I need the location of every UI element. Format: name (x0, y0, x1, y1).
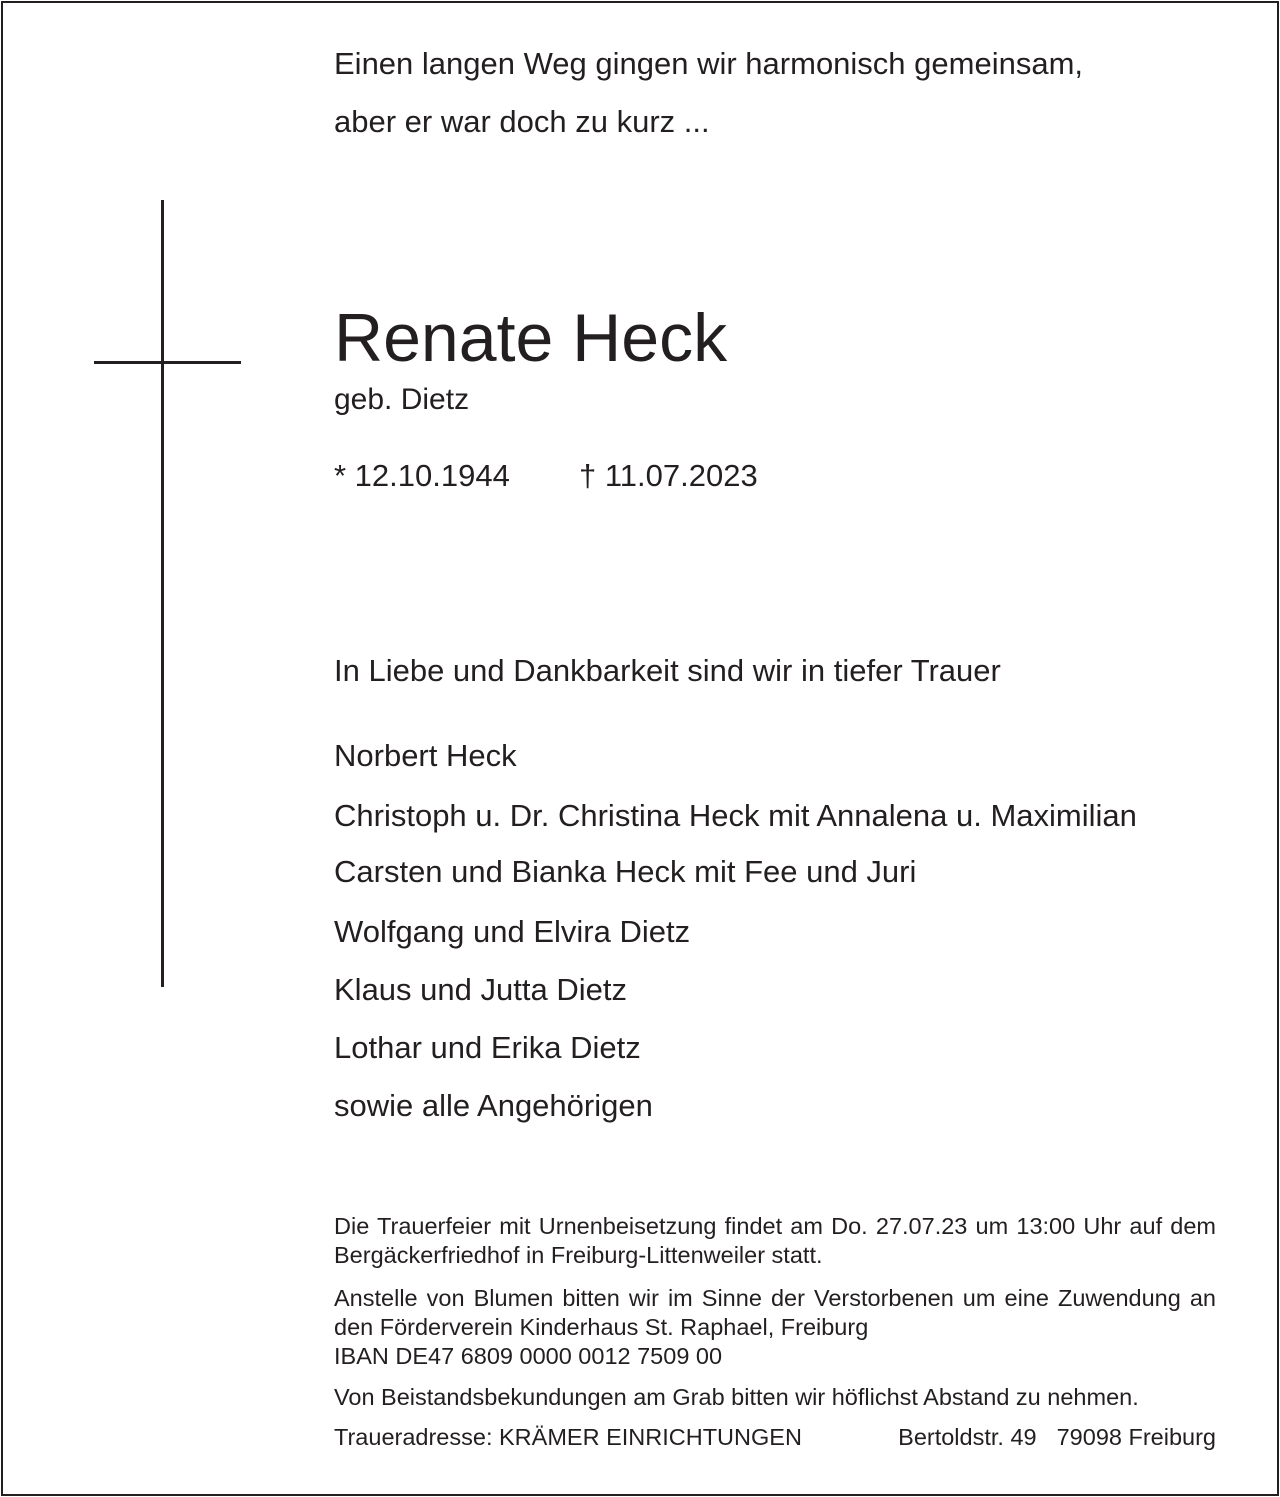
mourning-line: In Liebe und Dankbarkeit sind wir in tiefer Trauer (334, 653, 1001, 688)
address-label: Traueradresse: KRÄMER EINRICHTUNGEN (334, 1424, 802, 1450)
address-details (878, 1426, 1216, 1450)
life-dates (334, 458, 758, 493)
motto-line-2: aber er war doch zu kurz ... (334, 104, 710, 139)
cross-icon-vertical-bar (161, 200, 164, 987)
condolence-notice: Von Beistandsbekundungen am Grab bitten wir höflichst Abstand zu nehmen. (334, 1384, 1139, 1410)
ceremony-notice: Die Trauerfeier mit Urnenbeisetzung findet am Do. 27.07.23 um 13:00 Uhr auf dem Bergäckerfriedhof in Freiburg-Littenweiler statt. (334, 1213, 1216, 1268)
maiden-name: geb. Dietz (334, 383, 470, 416)
donation-notice (334, 1284, 1216, 1371)
address-street: Bertoldstr. 49 (898, 1424, 1037, 1450)
family-member: Christoph u. Dr. Christina Heck mit Annalena u. Maximilian (334, 798, 1137, 833)
address-city: 79098 Freiburg (1056, 1424, 1216, 1450)
family-member: Klaus und Jutta Dietz (334, 972, 627, 1007)
motto-line-1: Einen langen Weg gingen wir harmonisch gemeinsam, (334, 46, 1084, 81)
birth-date: * 12.10.1944 (334, 458, 510, 493)
donation-text: Anstelle von Blumen bitten wir im Sinne der Verstorbenen um eine Zuwendung an den Förderverein Kinderhaus St. Raphael, Freiburg (334, 1285, 1216, 1340)
iban-text: IBAN DE47 6809 0000 0012 7509 00 (334, 1343, 723, 1369)
deceased-name: Renate Heck (334, 300, 728, 376)
family-member: Carsten und Bianka Heck mit Fee und Juri (334, 854, 917, 889)
family-member: Norbert Heck (334, 738, 517, 773)
cross-icon-horizontal-bar (94, 361, 241, 364)
obituary-frame (1, 1, 1279, 1496)
family-member: sowie alle Angehörigen (334, 1088, 653, 1123)
family-member: Lothar und Erika Dietz (334, 1030, 641, 1065)
family-member: Wolfgang und Elvira Dietz (334, 914, 691, 949)
mourning-address (334, 1426, 1216, 1450)
death-date: † 11.07.2023 (579, 458, 758, 493)
